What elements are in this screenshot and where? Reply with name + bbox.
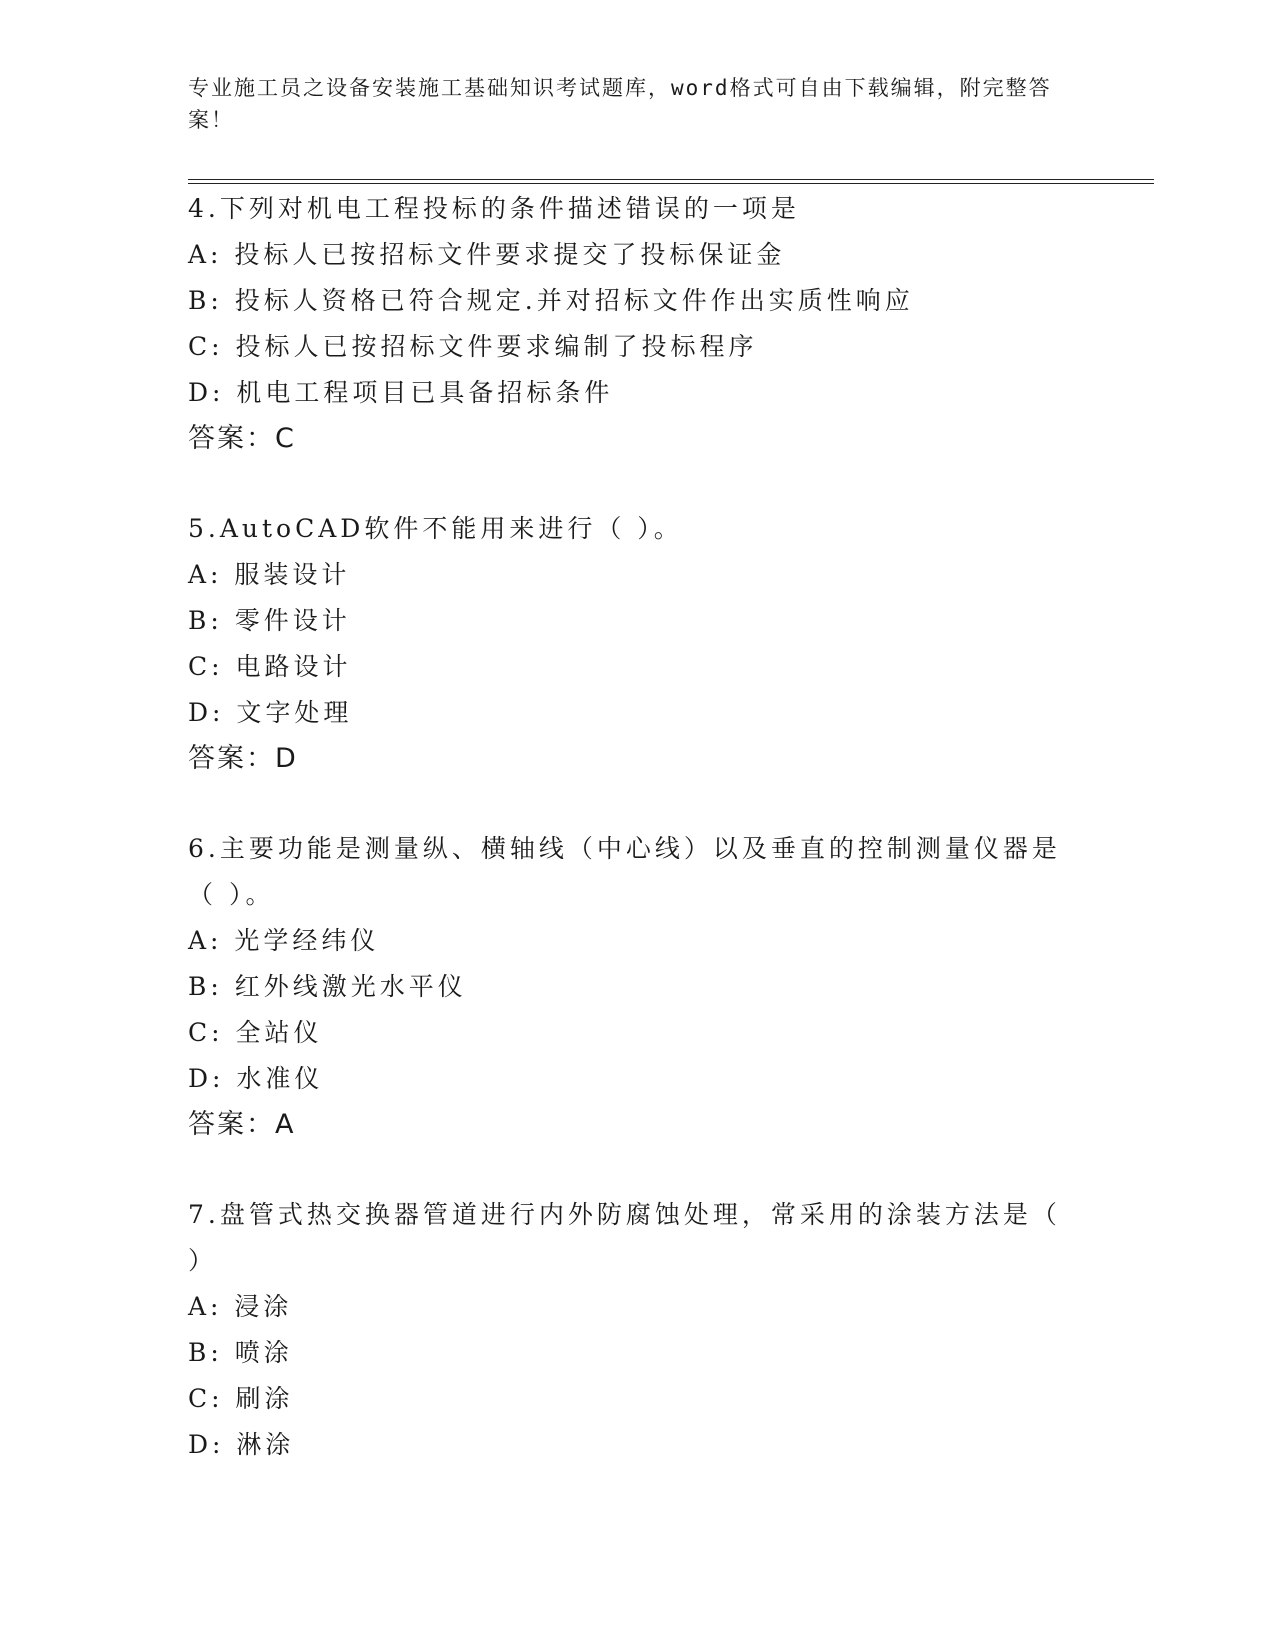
option-c: C: 投标人已按招标文件要求编制了投标程序 — [188, 332, 758, 361]
option-b: B: 投标人资格已符合规定.并对招标文件作出实质性响应 — [188, 286, 914, 315]
option-a: A: 浸涂 — [188, 1292, 293, 1321]
question-5 — [188, 506, 1088, 782]
question-stem: 4.下列对机电工程投标的条件描述错误的一项是 — [188, 194, 800, 223]
question-6 — [188, 826, 1088, 1148]
question-7 — [188, 1192, 1088, 1468]
question-spacer — [188, 782, 1088, 826]
question-stem: 5.AutoCAD软件不能用来进行（ ）。 — [188, 514, 683, 543]
document-header: 专业施工员之设备安装施工基础知识考试题库，word格式可自由下载编辑，附完整答案！ — [188, 76, 1052, 132]
question-stem: 7.盘管式热交换器管道进行内外防腐蚀处理，常采用的涂装方法是（ ） — [188, 1200, 1061, 1275]
answer-label: 答案：A — [188, 1109, 296, 1140]
option-a: A: 光学经纬仪 — [188, 926, 380, 955]
option-a: A: 投标人已按招标文件要求提交了投标保证金 — [188, 240, 786, 269]
answer-label: 答案：D — [188, 743, 298, 774]
option-b: B: 零件设计 — [188, 606, 351, 635]
option-b: B: 红外线激光水平仪 — [188, 972, 467, 1001]
option-a: A: 服装设计 — [188, 560, 351, 589]
option-d: D: 机电工程项目已具备招标条件 — [188, 378, 614, 407]
option-d: D: 水准仪 — [188, 1064, 324, 1093]
option-c: C: 刷涂 — [188, 1384, 294, 1413]
question-4 — [188, 186, 1088, 462]
header-divider-bottom — [188, 183, 1154, 184]
option-c: C: 电路设计 — [188, 652, 352, 681]
option-d: D: 文字处理 — [188, 698, 353, 727]
option-b: B: 喷涂 — [188, 1338, 293, 1367]
question-spacer — [188, 462, 1088, 506]
question-list — [188, 186, 1088, 1468]
question-stem: 6.主要功能是测量纵、横轴线（中心线）以及垂直的控制测量仪器是（ ）。 — [188, 834, 1061, 909]
question-spacer — [188, 1148, 1088, 1192]
option-c: C: 全站仪 — [188, 1018, 323, 1047]
option-d: D: 淋涂 — [188, 1430, 295, 1459]
answer-label: 答案：C — [188, 423, 296, 454]
header-divider-top — [188, 179, 1154, 180]
